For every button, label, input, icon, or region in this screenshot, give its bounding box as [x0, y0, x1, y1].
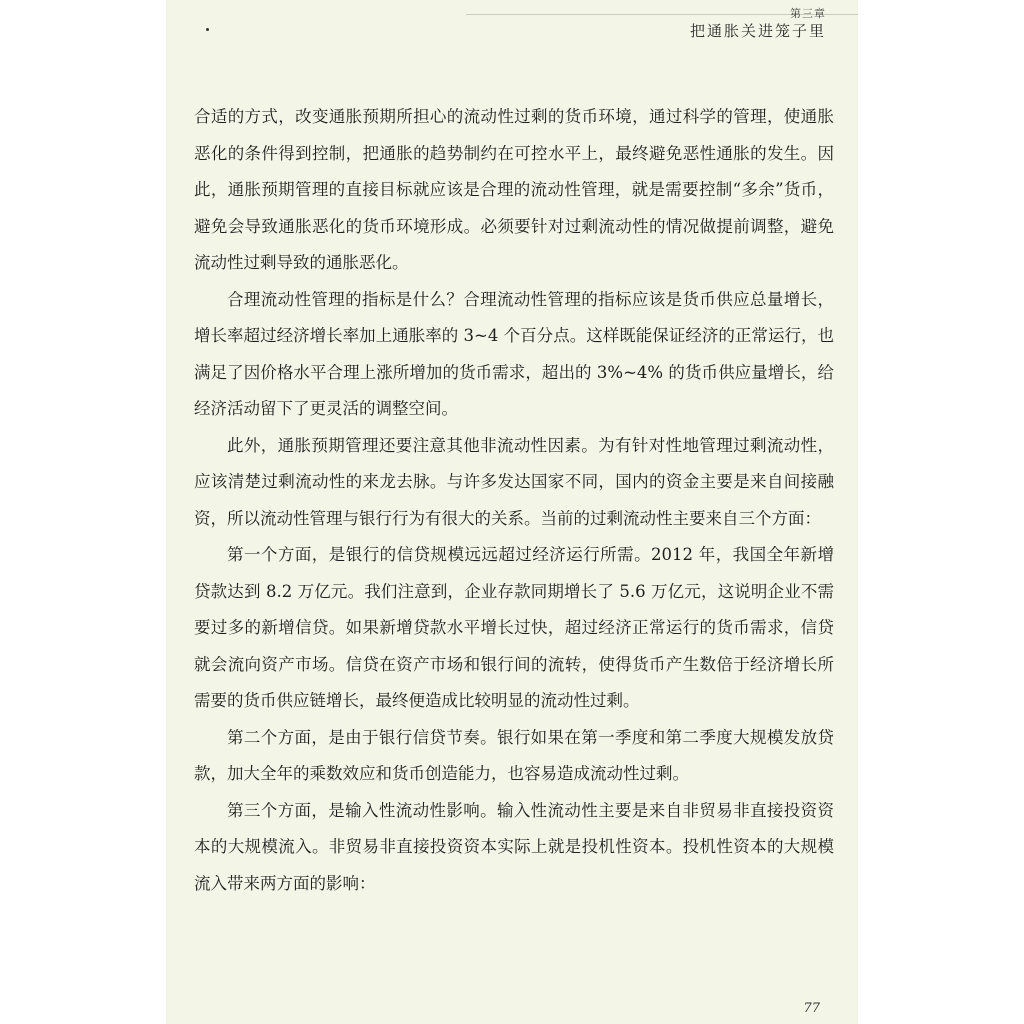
- paragraph: 此外，通胀预期管理还要注意其他非流动性因素。为有针对性地管理过剩流动性，应该清楚过剩流动性的来龙去脉。与许多发达国家不同，国内的资金主要是来自间接融资，所以流动性管理与银行行为有很大的关系。当前的过剩流动性主要来自三个方面：: [194, 435, 834, 528]
- paragraph: 合适的方式，改变通胀预期所担心的流动性过剩的货币环境，通过科学的管理，使通胀恶化的条件得到控制，把通胀的趋势制约在可控水平上，最终避免恶性通胀的发生。因此，通胀预期管理的直接目标就应该是合理的流动性管理，就是需要控制“多余”货币，避免会导致通胀恶化的货币环境形成。必须要针对过剩流动性的情况做提前调整，避免流动性过剩导致的通胀恶化。: [194, 107, 834, 272]
- paragraph: 合理流动性管理的指标是什么？合理流动性管理的指标应该是货币供应总量增长，增长率超过经济增长率加上通胀率的 3~4 个百分点。这样既能保证经济的正常运行，也满足了因价格水平合理上涨所增加的货币需求，超出的 3%~4% 的货币供应量增长，给经济活动留下了更灵活的调整空间。: [194, 289, 834, 418]
- paragraph: 第三个方面，是输入性流动性影响。输入性流动性主要是来自非贸易非直接投资资本的大规模流入。非贸易非直接投资资本实际上就是投机性资本。投机性资本的大规模流入带来两方面的影响：: [194, 800, 834, 893]
- running-header-title: 把通胀关进笼子里: [689, 22, 826, 40]
- paragraph: 第二个方面，是由于银行信贷节奏。银行如果在第一季度和第二季度大规模发放贷款，加大全年的乘数效应和货币创造能力，也容易造成流动性过剩。: [194, 727, 834, 783]
- running-header-chapter: 第三章: [790, 7, 826, 20]
- book-page: [166, 0, 858, 1024]
- page-number: 77: [803, 1001, 820, 1016]
- body-text: [194, 99, 834, 902]
- ink-dot: [206, 28, 209, 31]
- paragraph: 第一个方面，是银行的信贷规模远远超过经济运行所需。2012 年，我国全年新增贷款达到 8.2 万亿元。我们注意到，企业存款同期增长了 5.6 万亿元，这说明企业不需要过多的新增信贷。如果新增贷款水平增长过快，超过经济正常运行的货币需求，信贷就会流向资产市场。信贷在资产市场和银行间的流转，使得货币产生数倍于经济增长所需要的货币供应链增长，最终便造成比较明显的流动性过剩。: [194, 545, 834, 710]
